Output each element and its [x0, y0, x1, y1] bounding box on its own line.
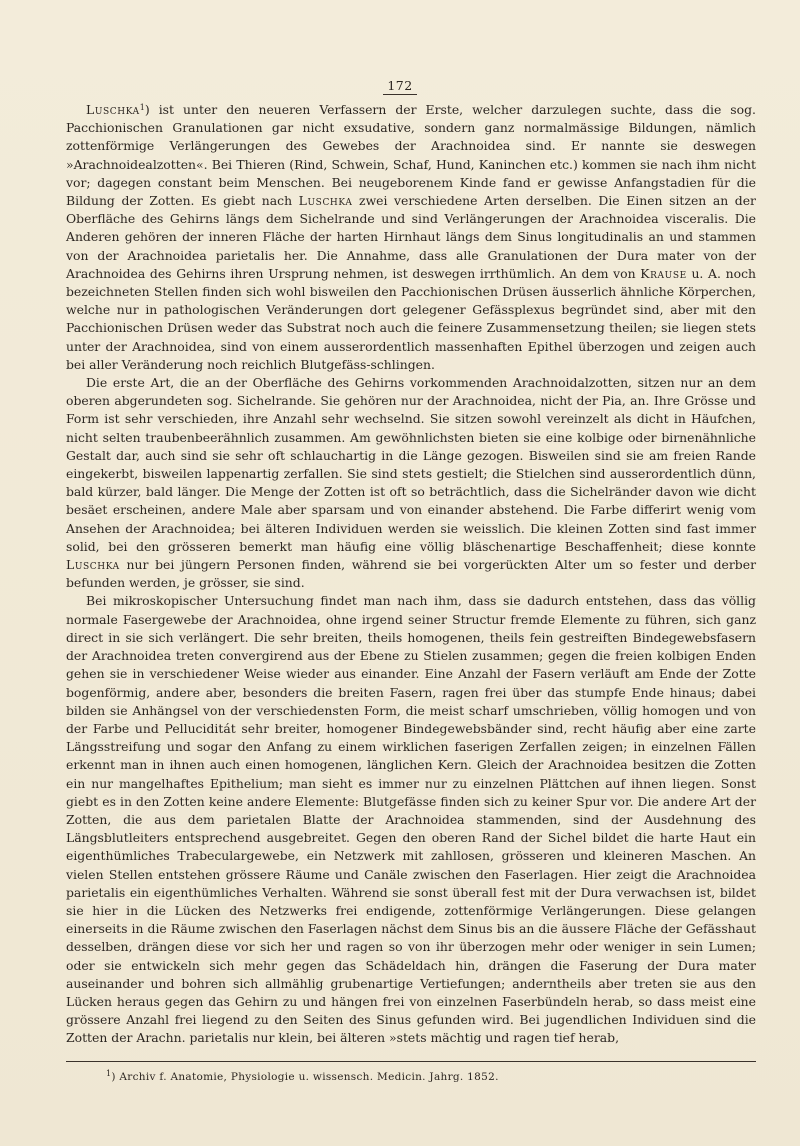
paragraph-1: Luschka$^1$) ist unter den neueren Verfassern der Erste, welcher darzulegen suchte, dass die sog. Pacchionischen Granulationen gar nicht exsudative, sondern ganz normalmässige Bildungen, nämlich zottenförmige Verlängerungen des Gewebes der Arachnoidea sind. Er nannte sie deswegen »Arachnoidealzotten«. Bei Thieren (Rind, Schwein, Schaf, Hund, Kaninchen etc.) kommen sie nach ihm nicht vor; dagegen constant beim Menschen. Bei neugeborenem Kinde fand er gewisse Anfangstadien für die Bildung der Zotten. Es giebt nach Luschka zwei verschiedene Arten derselben. Die Einen sitzen an der Oberfläche des Gehirns längs dem Sichelrande und sind Verlängerungen der Arachnoidea visceralis. Die Anderen gehören der inneren Fläche der harten Hirnhaut längs dem Sinus longitudinalis an und stammen von der Arachnoidea parietalis her. Die Annahme, dass alle Granulationen der Dura mater von der Arachnoidea des Gehirns ihren Ursprung nehmen, ist deswegen irrthümlich. An dem von Krause u. A. noch bezeichneten Stellen finden sich wohl bisweilen den Pacchionischen Drüsen äusserlich ähnliche Körperchen, welche nur in pathologischen Veränderungen dort gelegener Gefässplexus begründet sind, aber mit den Pacchionischen Drüsen weder das Substrat noch auch die feinere Zusammensetzung theilen; sie liegen stets unter der Arachnoidea, sind von einem ausserordentlich massenhaften Epithel überzogen und zeigen auch bei aller Veränderung noch reichlich Blutgefäss-schlingen. [66, 102, 756, 372]
footnote-divider [66, 1061, 756, 1062]
footnote-text: ) Archiv f. Anatomie, Physiologie u. wissensch. Medicin. Jahrg. 1852. [111, 1071, 499, 1083]
footnote [106, 1070, 499, 1084]
footnote-mark: 1 [106, 1069, 112, 1078]
author-name: Luschka [66, 557, 120, 573]
footnote-reference[interactable]: 1 [139, 103, 145, 112]
author-name: Krause [640, 265, 687, 281]
page-number: 172 [0, 78, 800, 93]
paragraph-2: Die erste Art, die an der Oberfläche des Gehirns vorkommenden Arachnoidalzotten, sitzen nur an dem oberen abgerundeten sog. Sichelrande. Sie gehören nur der Arachnoidea, nicht der Pia, an. Ihre Grösse und Form ist sehr verschieden, ihre Anzahl sehr wechselnd. Sie sitzen sowohl vereinzelt als dicht in Häufchen, nicht selten traubenbeerähnlich zusammen. Am gewöhnlichsten bieten sie eine kolbige oder birnenähnliche Gestalt dar, auch sind sie sehr oft schlauchartig in die Länge gezogen. Bisweilen sind sie am freien Rande eingekerbt, bisweilen lappenartig zerfallen. Sie sind stets gestielt; die Stielchen sind ausserordentlich dünn, bald kürzer, bald länger. Die Menge der Zotten ist oft so beträchtlich, dass die Sichelränder davon wie dicht besäet erscheinen, andere Male aber sparsam und von einander abstehend. Die Farbe differirt wenig vom Ansehen der Arachnoidea; bei älteren Individuen werden sie weisslich. Die kleinen Zotten sind fast immer solid, bei den grösseren bemerkt man häufig eine völlig bläschenartige Beschaffenheit; diese konnte Luschka nur bei jüngern Personen finden, während sie bei vorgerückten Alter um so fester und derber befunden werden, je grösser, sie sind. [66, 375, 756, 591]
paragraph-3: Bei mikroskopischer Untersuchung findet man nach ihm, dass sie dadurch entstehen, dass das völlig normale Fasergewebe der Arachnoidea, ohne irgend seiner Structur fremde Elemente zu führen, sich ganz direct in sie sich verlängert. Die sehr breiten, theils homogenen, theils fein gestreiften Bindegewebsfasern der Arachnoidea treten convergirend aus der Ebene zu Stielen zusammen; gegen die freien kolbigen Enden gehen sie in verschiedener Weise wieder aus einander. Eine Anzahl der Fasern verläuft am Ende der Zotte bogenförmig, andere aber, besonders die breiten Fasern, ragen frei über das stumpfe Ende hinaus; dabei bilden sie Anhängsel von der verschiedensten Form, die meist scharf umschrieben, völlig homogen und von der Farbe und Pelluciditát sehr breiter, homogener Bindegewebsbänder sind, recht häufig aber eine zarte Längsstreifung und sogar den Anfang zu einem wirklichen faserigen Zerfallen zeigen; in einzelnen Fällen erkennt man in ihnen auch einen homogenen, länglichen Kern. Gleich der Arachnoidea besitzen die Zotten ein nur mangelhaftes Epithelium; man sieht es immer nur zu einzelnen Plättchen auf ihnen liegen. Sonst giebt es in den Zotten keine andere Elemente: Blutgefässe finden sich zu keiner Spur vor. Die andere Art der Zotten, die aus dem parietalen Blatte der Arachnoidea stammenden, sind der Ausdehnung des Längsblutleiters entsprechend ausgebreitet. Gegen den oberen Rand der Sichel bildet die harte Haut ein eigenthümliches Trabeculargewebe, ein Netzwerk mit zahllosen, grösseren und kleineren Maschen. An vielen Stellen entstehen grössere Räume und Canäle zwischen den Faserlagen. Hier zeigt die Arachnoidea parietalis ein eigenthümliches Verhalten. Während sie sonst überall fest mit der Dura verwachsen ist, bildet sie hier in die Lücken des Netzwerks frei endigende, zottenförmige Verlängerungen. Diese gelangen einerseits in die Räume zwischen den Faserlagen nächst dem Sinus bis an die äussere Fläche der Gefässhaut desselben, drängen diese vor sich her und ragen so von ihr überzogen mehr oder weniger in sein Lumen; oder sie entwickeln sich mehr gegen das Schädeldach hin, drängen die Faserung der Dura mater auseinander und bohren sich allmählig grubenartige Vertiefungen; anderntheils aber treten sie aus den Lücken heraus gegen das Gehirn zu und hängen frei von einzelnen Faserbündeln herab, so dass meist eine grössere Anzahl frei liegend zu den Seiten des Sinus gefunden wird. Bei jugendlichen Individuen sind die Zotten der Arachn. parietalis nur klein, bei älteren »stets mächtig und ragen tief herab, [66, 593, 756, 1046]
author-name: Luschka [86, 102, 140, 117]
body-text [66, 101, 756, 1048]
author-name: Luschka [298, 193, 353, 209]
